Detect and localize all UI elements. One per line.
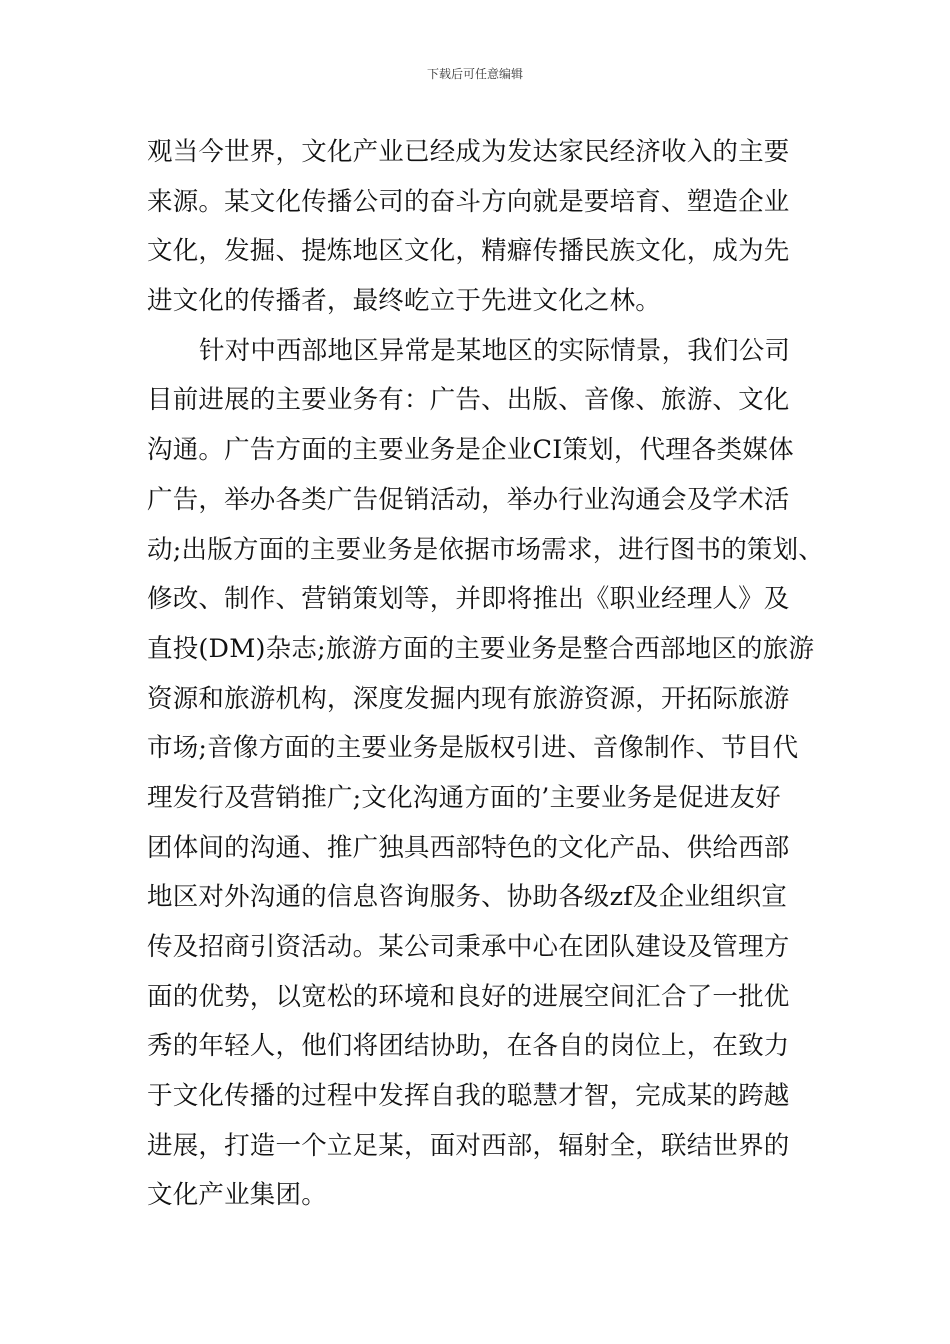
text-line: 进文化的传播者，最终屹立于先进文化之林。 — [147, 286, 662, 317]
text-line: 进展，打造一个立足某，面对西部，辐射全，联结世界的 — [147, 1130, 790, 1161]
text-line: 观当今世界，文化产业已经成为发达家民经济收入的主要 — [147, 137, 790, 167]
text-line: 文化，发掘、提炼地区文化，精癖传播民族文化，成为先 — [147, 236, 790, 267]
text-line: 动;出版方面的主要业务是依据市场需求，进行图书的策划、 — [147, 534, 824, 565]
text-line: 针对中西部地区异常是某地区的实际情景，我们公司 — [199, 335, 791, 366]
text-line: 广告，举办各类广告促销活动，举办行业沟通会及学术活 — [147, 484, 790, 515]
text-line: 目前进展的主要业务有：广告、出版、音像、旅游、文化 — [147, 385, 790, 416]
page-header: 下载后可任意编辑 — [426, 67, 523, 81]
paragraph-1 — [147, 128, 812, 327]
text-line: 文化产业集团。 — [147, 1180, 327, 1211]
text-line: 市场;音像方面的主要业务是版权引进、音像制作、节目代 — [147, 733, 799, 764]
text-line: 面的优势，以宽松的环境和良好的进展空间汇合了一批优 — [147, 981, 790, 1012]
text-line: 来源。某文化传播公司的奋斗方向就是要培育、塑造企业 — [147, 186, 790, 217]
document-body — [147, 128, 824, 1221]
text-line: 团体间的沟通、推广独具西部特色的文化产品、供给西部 — [147, 832, 790, 863]
text-line: 直投(DM)杂志;旅游方面的主要业务是整合西部地区的旅游 — [147, 633, 815, 664]
text-line: 于文化传播的过程中发挥自我的聪慧才智，完成某的跨越 — [147, 1081, 790, 1112]
text-line: 修改、制作、营销策划等，并即将推出《职业经理人》及 — [147, 584, 790, 615]
text-line: 理发行及营销推广;文化沟通方面的’主要业务是促进友好 — [147, 782, 781, 813]
text-line: 资源和旅游机构，深度发掘内现有旅游资源，开拓际旅游 — [147, 683, 790, 714]
paragraph-2 — [147, 327, 824, 1221]
text-line: 地区对外沟通的信息咨询服务、协助各级zf及企业组织宣 — [147, 882, 788, 913]
text-line: 沟通。广告方面的主要业务是企业CI策划，代理各类媒体 — [147, 435, 794, 466]
text-line: 秀的年轻人，他们将团结协助，在各自的岗位上，在致力 — [147, 1031, 790, 1062]
text-line: 传及招商引资活动。某公司秉承中心在团队建设及管理方 — [147, 932, 790, 962]
